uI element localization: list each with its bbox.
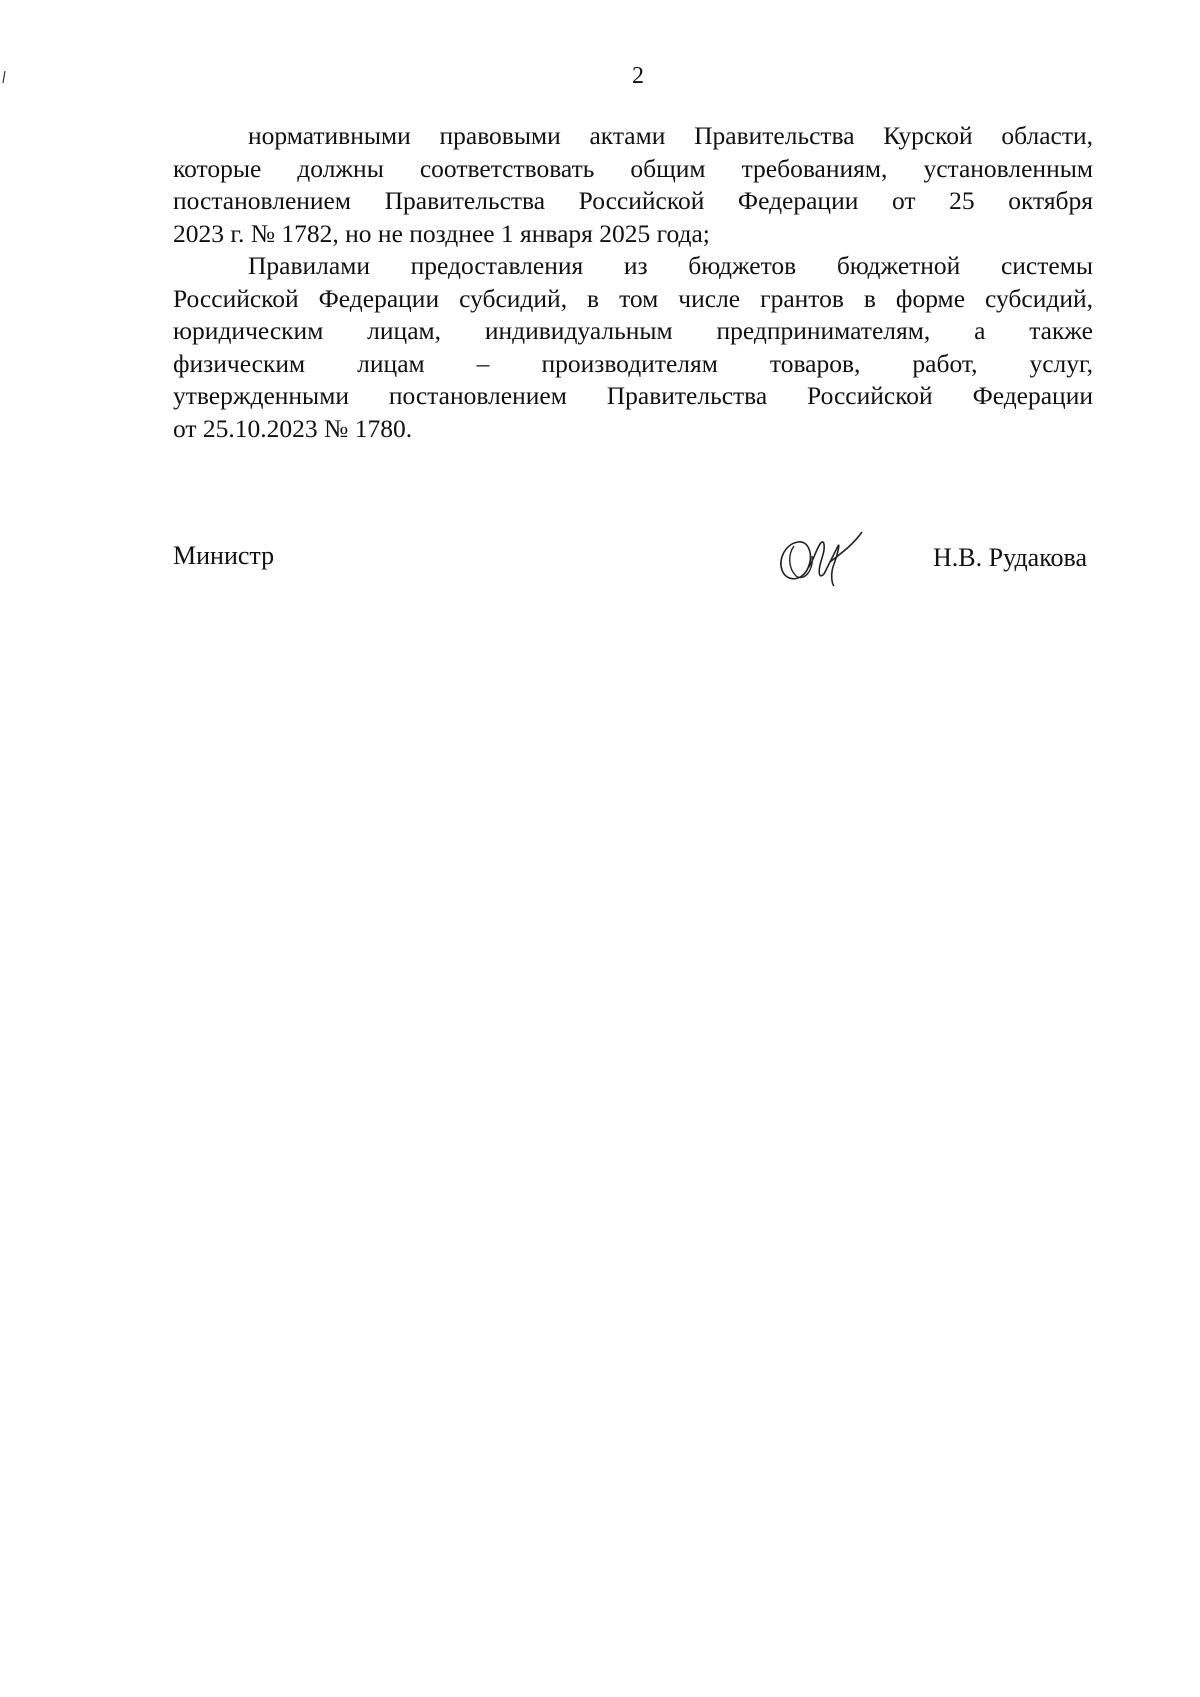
paragraph-line: от 25.10.2023 № 1780. [173, 413, 413, 443]
signer-position: Министр [173, 541, 275, 570]
signature-block [173, 530, 1093, 600]
page-number: 2 [632, 63, 644, 89]
paragraph-line: физическим лицам – производителям товаров, работ, услуг, [173, 348, 1093, 378]
paragraph-1 [173, 120, 1093, 250]
margin-mark-icon [2, 70, 6, 84]
paragraph-line: юридическим лицам, индивидуальным предпринимателям, а также [173, 316, 1093, 345]
paragraph-line: нормативными правовыми актами Правительства Курской области, [248, 121, 1093, 150]
paragraph-2 [173, 250, 1093, 445]
document-body [173, 120, 1093, 445]
paragraph-line: Российской Федерации субсидий, в том числе грантов в форме субсидий, [173, 283, 1093, 313]
paragraph-line: 2023 г. № 1782, но не позднее 1 января 2025 года; [173, 218, 710, 248]
paragraph-line: утвержденными постановлением Правительства Российской Федерации [173, 381, 1093, 410]
paragraph-line: которые должны соответствовать общим требованиям, установленным [173, 153, 1093, 183]
signer-name: Н.В. Рудакова [933, 543, 1087, 572]
paragraph-line: Правилами предоставления из бюджетов бюджетной системы [248, 251, 1093, 280]
signature-icon [768, 524, 868, 590]
paragraph-line: постановлением Правительства Российской Федерации от 25 октября [173, 186, 1093, 215]
